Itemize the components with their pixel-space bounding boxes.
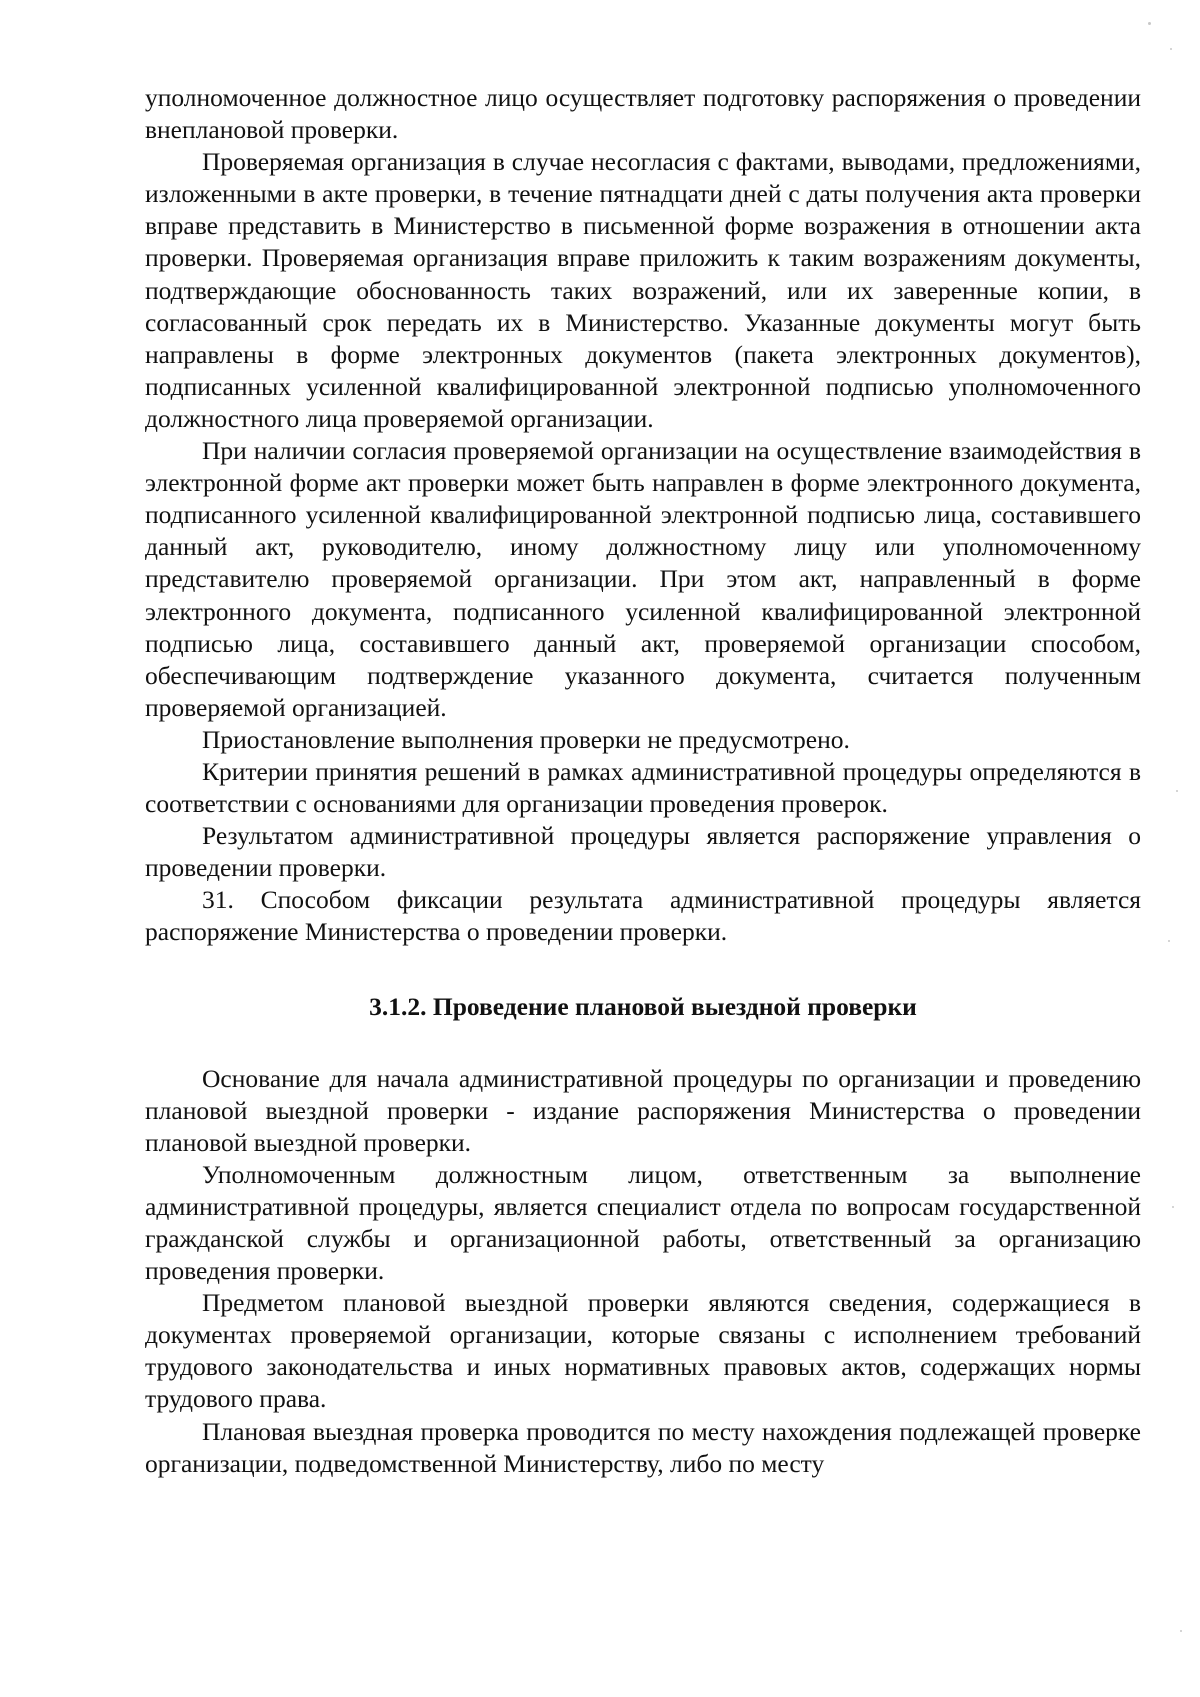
- paragraph: Уполномоченным должностным лицом, ответственным за выполнение административной процедуры, является специалист отдела по вопросам государственной гражданской службы и организационной работы, ответственный за организацию проведения проверки.: [145, 1159, 1141, 1286]
- scan-speck: [1180, 1630, 1182, 1632]
- paragraph: уполномоченное должностное лицо осуществляет подготовку распоряжения о проведении внеплановой проверки.: [145, 83, 1141, 145]
- paragraph: Плановая выездная проверка проводится по месту нахождения подлежащей проверке организации, подведомственной Министерству, либо по месту: [145, 1416, 1141, 1478]
- scan-speck: [1172, 1206, 1174, 1208]
- paragraph: При наличии согласия проверяемой организации на осуществление взаимодействия в электронной форме акт проверки может быть направлен в форме электронного документа, подписанного усиленной квалифицированной электронной подписью лица, составившего данный акт, руководителю, иному должностному лицу или уполномоченному представителю проверяемой организации. При этом акт, направленный в форме электронного документа, подписанного усиленной квалифицированной электронной подписью лица, составившего данный акт, проверяемой организации способом, обеспечивающим подтверждение указанного документа, считается полученным проверяемой организацией.: [145, 436, 1141, 722]
- section-heading: 3.1.2. Проведение плановой выездной проверки: [369, 991, 917, 1021]
- paragraph: Приостановление выполнения проверки не предусмотрено.: [202, 724, 850, 754]
- paragraph: 31. Способом фиксации результата административной процедуры является распоряжение Министерства о проведении проверки.: [145, 885, 1141, 947]
- paragraph: Предметом плановой выездной проверки являются сведения, содержащиеся в документах проверяемой организации, которые связаны с исполнением требований трудового законодательства и иных нормативных правовых актов, содержащих нормы трудового права.: [145, 1288, 1141, 1414]
- document-body: [145, 82, 1141, 1480]
- paragraph: Основание для начала административной процедуры по организации и проведению плановой выездной проверки - издание распоряжения Министерства о проведении плановой выездной проверки.: [145, 1063, 1141, 1157]
- paragraphs-after-heading: [145, 1063, 1141, 1480]
- scan-speck: [1176, 790, 1178, 792]
- paragraph: Проверяемая организация в случае несогласия с фактами, выводами, предложениями, изложенными в акте проверки, в течение пятнадцати дней с даты получения акта проверки вправе представить в Министерство в письменной форме возражения в отношении акта проверки. Проверяемая организация вправе приложить к таким возражениям документы, подтверждающие обоснованность таких возражений, или их заверенные копии, в согласованный срок передать их в Министерство. Указанные документы могут быть направлены в форме электронных документов (пакета электронных документов), подписанных усиленной квалифицированной электронной подписью уполномоченного должностного лица проверяемой организации.: [145, 147, 1141, 433]
- scan-speck: [1170, 48, 1172, 50]
- scan-speck: [1168, 940, 1170, 942]
- paragraph: Результатом административной процедуры является распоряжение управления о проведении проверки.: [145, 821, 1141, 883]
- scan-speck: [1148, 22, 1151, 25]
- paragraphs-before-heading: [145, 82, 1141, 949]
- paragraph: Критерии принятия решений в рамках административной процедуры определяются в соответствии с основаниями для организации проведения проверок.: [145, 756, 1141, 819]
